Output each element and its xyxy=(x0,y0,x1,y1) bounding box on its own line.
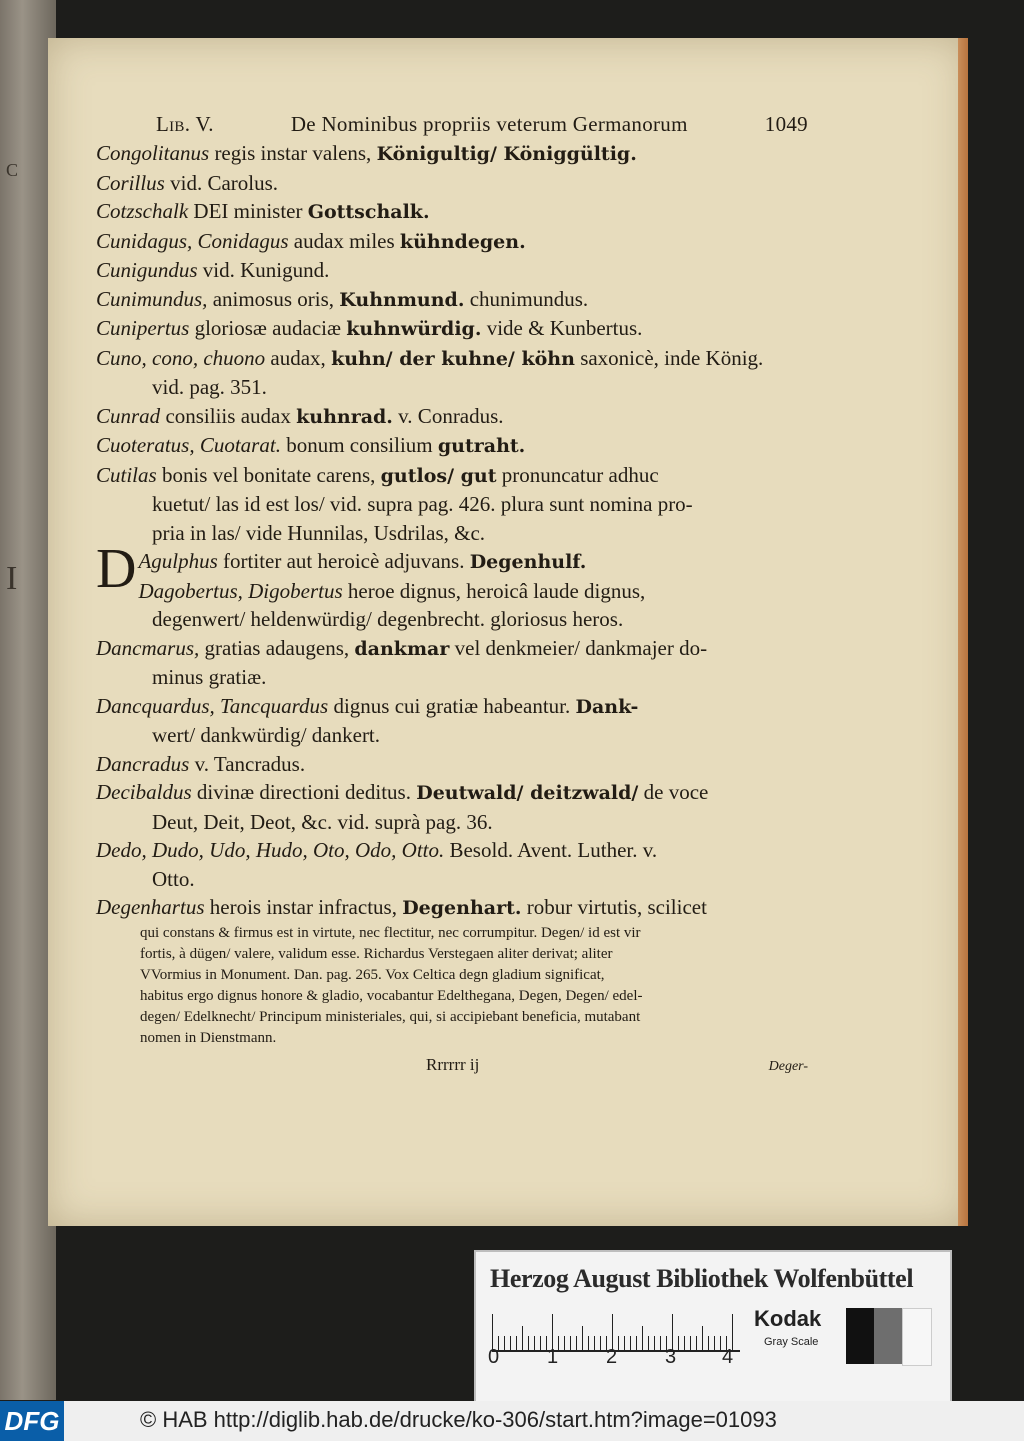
headword: Congolitanus xyxy=(96,141,210,165)
facing-page-char: C xyxy=(6,160,19,180)
ruler-tick xyxy=(540,1336,541,1350)
ruler-tick xyxy=(576,1336,577,1350)
headword: Dancmarus, xyxy=(96,635,200,660)
footnote-text xyxy=(96,923,808,1049)
headword: Dedo, Dudo, Udo, Hudo, Oto, Odo, Otto. xyxy=(96,838,445,862)
text-line xyxy=(96,490,808,519)
ruler-tick xyxy=(630,1336,631,1350)
continuation-text: wert/ dankwürdig/ dankert. xyxy=(152,723,381,747)
ruler-tick xyxy=(660,1336,661,1350)
entry-text: herois instar infractus, xyxy=(204,895,403,919)
ruler-tick xyxy=(690,1336,691,1350)
text-line xyxy=(96,605,808,634)
ruler-tick xyxy=(678,1336,679,1350)
headword: Degenhartus xyxy=(96,895,205,919)
ruler-tick xyxy=(570,1336,571,1350)
text-line xyxy=(96,750,808,779)
footnote-line: degen/ Edelknecht/ Principum ministeriales, qui, si accipiebant beneficia, mutabant xyxy=(140,1008,641,1025)
entry-text: vid. Carolus. xyxy=(164,170,279,195)
entry-text: regis instar valens, xyxy=(209,141,377,165)
ruler-tick xyxy=(672,1314,673,1350)
entry-text: heroe dignus, heroicâ laude dignus, xyxy=(342,578,646,603)
text-line xyxy=(96,721,808,750)
blackletter-text: Dank- xyxy=(575,695,639,718)
entry-text: v. Conradus. xyxy=(392,403,504,428)
headword: Cunrad xyxy=(96,403,161,428)
text-line xyxy=(96,577,808,606)
entry-text: gloriosæ audaciæ xyxy=(189,316,347,340)
continuation-text: kuetut/ las id est los/ vid. supra pag. 426. plura sunt nomina pro- xyxy=(152,492,693,516)
blackletter-text: Deutwald/ deitzwald/ xyxy=(416,782,639,804)
ruler-tick xyxy=(510,1336,511,1350)
headword: Agulphus xyxy=(138,549,218,573)
text-line xyxy=(96,402,808,432)
text-line xyxy=(96,865,808,894)
ruler-tick xyxy=(612,1314,613,1350)
ruler-tick xyxy=(654,1336,655,1350)
ruler-tick xyxy=(588,1336,589,1350)
ruler-tick xyxy=(636,1336,637,1350)
d-entries xyxy=(96,538,808,923)
blackletter-text: Degenhulf. xyxy=(469,551,587,573)
ruler-tick xyxy=(552,1314,553,1350)
entry-text: saxonicè, inde König. xyxy=(574,345,764,370)
ruler-number: 4 xyxy=(722,1346,734,1368)
continuation-text: degenwert/ heldenwürdig/ degenbrecht. gloriosus heros. xyxy=(152,607,624,631)
ruler-tick xyxy=(558,1336,559,1350)
footnote-line: habitus ergo dignus honore & gladio, vocabantur Edelthegana, Degen, Degen/ edel- xyxy=(140,987,643,1004)
text-line xyxy=(96,344,808,374)
text-line xyxy=(96,227,808,257)
headword: Dancradus xyxy=(96,751,190,776)
headword: Dagobertus, Digobertus xyxy=(138,578,343,603)
blackletter-text: gutlos/ gut xyxy=(380,464,497,487)
headword: Cunimundus, xyxy=(96,286,208,311)
entry-text: de voce xyxy=(638,780,709,804)
ruler-tick xyxy=(732,1314,733,1350)
footnote-line: fortis, à dügen/ valere, validum esse. Richardus Verstegaen aliter derivat; aliter xyxy=(140,945,613,962)
headword: Cunipertus xyxy=(96,316,190,340)
text-line xyxy=(96,461,808,491)
gray-swatch-white xyxy=(902,1308,932,1366)
blackletter-text: kuhn/ der kuhne/ köhn xyxy=(331,347,575,370)
ruler-number: 2 xyxy=(606,1346,618,1368)
ruler-tick xyxy=(624,1336,625,1350)
entry-text: Besold. Avent. Luther. v. xyxy=(444,838,658,862)
text-line xyxy=(96,373,808,402)
ruler-tick xyxy=(696,1336,697,1350)
entry-text: gratias adaugens, xyxy=(199,635,355,660)
footnote-line: qui constans & firmus est in virtute, nec flectitur, nec corrumpitur. Degen/ id est vir xyxy=(140,924,641,941)
ruler-tick xyxy=(534,1336,535,1350)
entry-text: dignus cui gratiæ habeantur. xyxy=(328,693,576,718)
d-section xyxy=(96,538,808,923)
continuation-text: vid. pag. 351. xyxy=(152,375,267,399)
entry-text: animosus oris, xyxy=(207,286,340,311)
blackletter-text: Gottschalk. xyxy=(307,201,430,223)
ruler-tick xyxy=(720,1336,721,1350)
entry-text: vide & Kunbertus. xyxy=(481,316,643,340)
gray-swatch-mid xyxy=(874,1308,902,1364)
entry-text: consiliis audax xyxy=(160,403,297,428)
entry-text: fortiter aut heroicè adjuvans. xyxy=(217,549,470,573)
text-line xyxy=(96,692,808,722)
continuation-text: Otto. xyxy=(152,866,195,891)
library-label xyxy=(474,1250,952,1404)
c-entries xyxy=(96,139,808,547)
ruler-tick xyxy=(648,1336,649,1350)
text-line xyxy=(96,836,808,865)
gray-scale-label: Gray Scale xyxy=(764,1336,819,1348)
text-line xyxy=(96,139,808,169)
signature-mark: Rrrrrr ij xyxy=(426,1054,480,1074)
ruler-tick xyxy=(618,1336,619,1350)
entry-text: pronuncatur adhuc xyxy=(496,462,659,487)
kodak-logo: Kodak xyxy=(754,1306,822,1331)
ruler-tick xyxy=(582,1326,583,1350)
gray-swatch-black xyxy=(846,1308,874,1364)
entry-text: v. Tancradus. xyxy=(189,751,306,776)
ruler-number: 3 xyxy=(665,1346,677,1368)
blackletter-text: kuhnrad. xyxy=(296,405,393,428)
headword: Cunidagus, Conidagus xyxy=(96,228,289,253)
blackletter-text: Degenhart. xyxy=(402,897,522,919)
ruler-tick xyxy=(594,1336,595,1350)
entry-text: vid. Kunigund. xyxy=(197,258,330,282)
ruler-tick xyxy=(702,1326,703,1350)
continuation-text: Deut, Deit, Deot, &c. vid. suprà pag. 36. xyxy=(152,809,493,834)
headword: Dancquardus, Tancquardus xyxy=(96,693,329,718)
headword: Decibaldus xyxy=(96,780,192,804)
ruler-tick xyxy=(504,1336,505,1350)
footer-bar xyxy=(0,1401,1024,1441)
blackletter-text: gutraht. xyxy=(437,435,526,457)
text-line xyxy=(96,893,808,923)
entry-text: divinæ directioni deditus. xyxy=(191,780,417,804)
ruler-tick xyxy=(600,1336,601,1350)
facing-page-char: I xyxy=(6,560,18,597)
continuation-text: minus gratiæ. xyxy=(152,665,267,689)
continuation-text: pria in las/ vide Hunnilas, Usdrilas, &c. xyxy=(152,520,486,545)
text-line xyxy=(96,256,808,285)
blackletter-text: Kuhnmund. xyxy=(339,288,465,311)
copyright-link[interactable]: © HAB http://diglib.hab.de/drucke/ko-306/start.htm?image=01093 xyxy=(140,1407,777,1432)
entry-text: chunimundus. xyxy=(464,286,589,311)
blackletter-text: kühndegen. xyxy=(399,230,526,253)
footnote-line: nomen in Dienstmann. xyxy=(140,1029,277,1046)
text-line xyxy=(96,431,808,461)
text-line xyxy=(96,197,808,227)
ruler-number: 0 xyxy=(488,1346,500,1368)
ruler-tick xyxy=(642,1326,643,1350)
ruler-tick xyxy=(684,1336,685,1350)
ruler-tick xyxy=(714,1336,715,1350)
headword: Corillus xyxy=(96,170,165,195)
text-line xyxy=(96,634,808,664)
dfg-logo: DFG xyxy=(0,1401,64,1441)
headword: Cuoteratus, Cuotarat. xyxy=(96,433,281,457)
catchword: Deger- xyxy=(768,1058,808,1074)
blackletter-text: kuhnwürdig. xyxy=(346,318,482,340)
ruler-tick xyxy=(522,1326,523,1350)
entry-text: audax, xyxy=(265,345,332,370)
page-title: De Nominibus propriis veterum Germanorum xyxy=(290,112,688,136)
ruler-tick xyxy=(492,1314,493,1350)
running-head xyxy=(156,112,808,137)
ruler-number: 1 xyxy=(547,1346,559,1368)
blackletter-text: Königultig/ Königgültig. xyxy=(376,143,637,165)
footnote-line: VVormius in Monument. Dan. pag. 265. Vox Celtica degn gladium significat, xyxy=(140,966,605,983)
ruler-tick xyxy=(516,1336,517,1350)
text-line xyxy=(96,519,808,548)
entry-text: robur virtutis, scilicet xyxy=(521,895,707,919)
ruler-tick xyxy=(708,1336,709,1350)
headword: Cunigundus xyxy=(96,258,198,282)
blackletter-text: dankmar xyxy=(354,637,450,660)
entry-text: DEI minister xyxy=(188,199,308,223)
book-number: Lib. V. xyxy=(156,112,214,136)
ruler-tick xyxy=(528,1336,529,1350)
entry-text: bonis vel bonitate carens, xyxy=(156,462,381,487)
entry-text: audax miles xyxy=(288,228,400,253)
entry-text: vel denkmeier/ dankmajer do- xyxy=(449,635,708,660)
headword: Cutilas xyxy=(96,462,157,487)
library-name: Herzog August Bibliothek Wolfenbüttel xyxy=(490,1264,914,1293)
page-number: 1049 xyxy=(764,112,808,136)
text-line xyxy=(96,778,808,808)
text-line xyxy=(96,285,808,315)
ruler-tick xyxy=(564,1336,565,1350)
text-line xyxy=(96,169,808,198)
page-edge xyxy=(958,38,968,1226)
headword: Cuno, cono, chuono xyxy=(96,345,266,370)
text-line xyxy=(96,547,808,577)
text-line xyxy=(96,663,808,692)
page-text xyxy=(96,112,808,1075)
drop-cap: D xyxy=(96,538,137,600)
signature-row xyxy=(96,1055,808,1075)
entry-text: bonum consilium xyxy=(280,433,438,457)
headword: Cotzschalk xyxy=(96,199,189,223)
text-line xyxy=(96,314,808,344)
text-line xyxy=(96,808,808,837)
